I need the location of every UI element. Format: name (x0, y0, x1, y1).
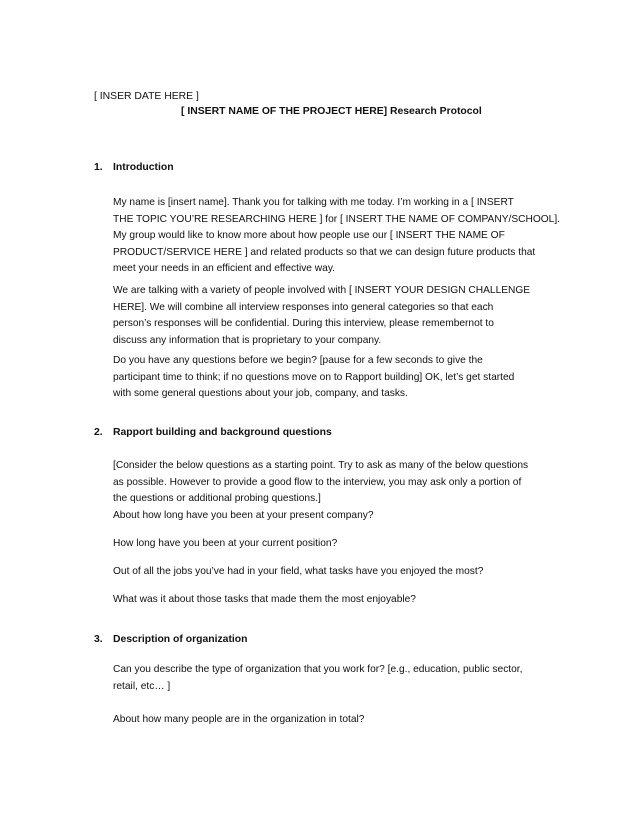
section-number: 3. (94, 634, 103, 645)
section-title: Rapport building and background questions (113, 427, 332, 438)
document-title: [ INSERT NAME OF THE PROJECT HERE] Research Protocol (181, 106, 482, 117)
text-line: with some general questions about your job, company, and tasks. (113, 388, 408, 400)
question (113, 564, 543, 581)
text-line: PRODUCT/SERVICE HERE ] and related products so that we can design future products that (113, 246, 536, 258)
text-line: My group would like to know more about how people use our [ INSERT THE NAME OF (113, 230, 505, 242)
text-line: Out of all the jobs you’ve had in your field, what tasks have you enjoyed the most? (113, 566, 484, 577)
text-line: discuss any information that is proprietary to your company. (113, 334, 382, 346)
text-line: [Consider the below questions as a starting point. Try to ask as many of the below questions (113, 460, 529, 471)
text-line: About how long have you been at your present company? (113, 510, 374, 521)
paragraph (113, 195, 561, 278)
date-placeholder: [ INSER DATE HERE ] (94, 91, 199, 102)
section-number: 1. (94, 162, 103, 173)
section-title: Description of organization (113, 634, 248, 645)
question (113, 662, 543, 695)
text-line: participant time to think; if no questions move on to Rapport building] OK, let’s get started (113, 371, 515, 383)
text-line: About how many people are in the organization in total? (113, 714, 365, 725)
question (113, 508, 543, 525)
text-line: THE TOPIC YOU’RE RESEARCHING HERE ] for [ INSERT THE NAME OF COMPANY/SCHOOL]. (113, 213, 561, 225)
text-line: as possible. However to provide a good flow to the interview, you may ask only a portion of (113, 476, 522, 488)
section-number: 2. (94, 427, 103, 438)
section-title: Introduction (113, 162, 174, 173)
question (113, 536, 543, 553)
text-line: HERE]. We will combine all interview responses into general categories so that each (113, 301, 494, 313)
section-heading (94, 426, 332, 440)
question (113, 712, 543, 729)
text-line: What was it about those tasks that made them the most enjoyable? (113, 594, 416, 605)
text-line: meet your needs in an efficient and effective way. (113, 263, 335, 275)
text-line: person’s responses will be confidential. During this interview, please remembernot to (113, 318, 494, 330)
text-line: the questions or additional probing questions.] (113, 493, 321, 505)
paragraph (113, 283, 543, 349)
question (113, 592, 543, 609)
text-line: Do you have any questions before we begin? [pause for a few seconds to give the (113, 355, 483, 366)
paragraph (113, 353, 543, 403)
section-heading (94, 633, 248, 647)
text-line: How long have you been at your current position? (113, 538, 338, 549)
text-line: Can you describe the type of organization that you work for? [e.g., education, public sector, (113, 664, 523, 675)
text-line: My name is [insert name]. Thank you for talking with me today. I’m working in a [ INSERT (113, 197, 514, 208)
text-line: We are talking with a variety of people involved with [ INSERT YOUR DESIGN CHALLENGE (113, 285, 531, 296)
section-heading (94, 161, 174, 175)
paragraph (113, 458, 543, 508)
text-line: retail, etc… ] (113, 680, 171, 692)
